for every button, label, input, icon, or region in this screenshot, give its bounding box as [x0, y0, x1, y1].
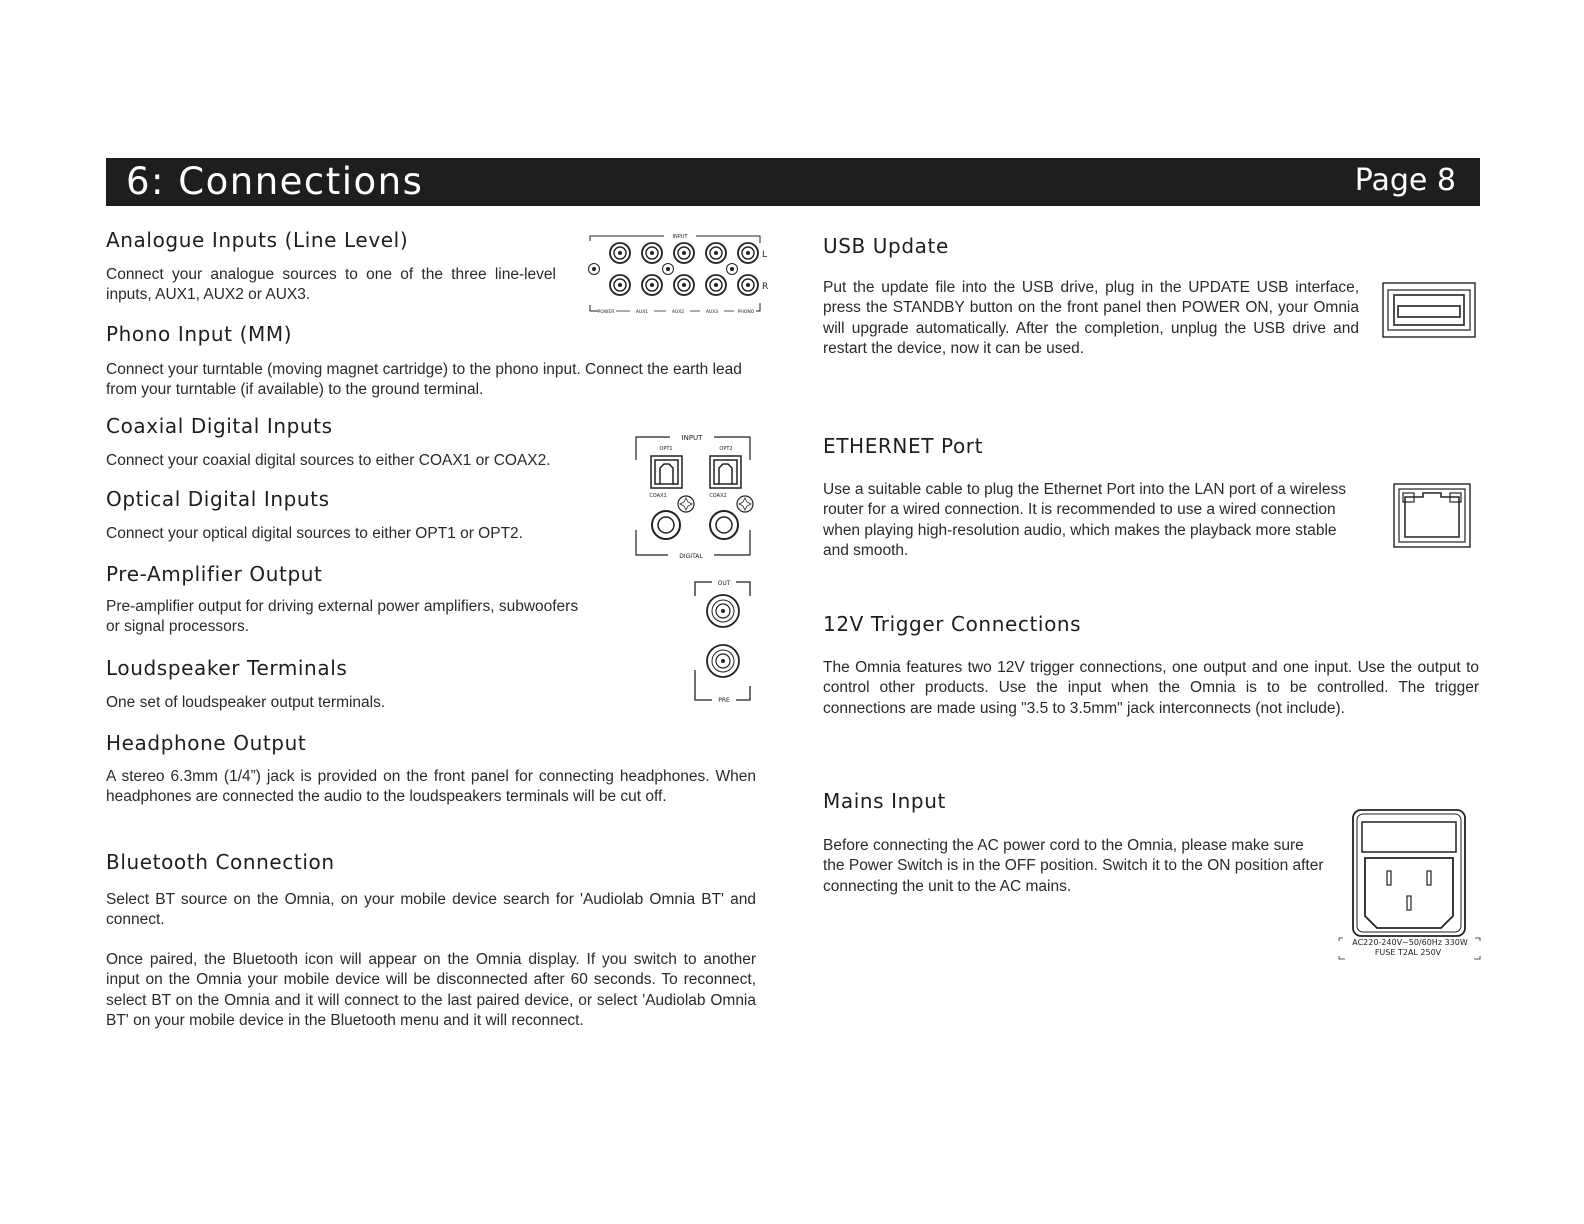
preamp-output-diagram: [692, 578, 756, 706]
mains-fuse-label: FUSE T2AL 250V: [1374, 948, 1442, 957]
opt2-label: OPT2: [719, 446, 733, 452]
bluetooth-text-2: Once paired, the Bluetooth icon will appear on the Omnia display. If you switch to another input on the Omnia your mobile device will be disconnected after 60 seconds. To reconnect, select BT on the Omnia and it will connect to the last paired device, or select 'Audiolab Omnia BT' on your mobile device in the Bluetooth menu and it will reconnect.: [106, 951, 756, 1029]
digital-input-label: INPUT: [681, 434, 703, 442]
mains-heading: Mains Input: [823, 789, 946, 813]
analogue-port-label: AUX2: [671, 310, 685, 315]
bluetooth-text-1: Select BT source on the Omnia, on your mobile device search for 'Audiolab Omnia BT' and connect.: [106, 891, 756, 929]
phono-text: Connect your turntable (moving magnet cartridge) to the phono input. Connect the earth lead from your turntable (if available) to the ground terminal.: [106, 361, 742, 399]
section-title: 6: Connections: [126, 160, 424, 203]
opt1-label: OPT1: [659, 446, 673, 452]
optical-text: Connect your optical digital sources to either OPT1 or OPT2.: [106, 525, 523, 542]
digital-label: DIGITAL: [679, 553, 703, 560]
analogue-port-label: POWER: [597, 310, 615, 315]
usb-port-diagram: [1382, 282, 1476, 338]
usb-heading: USB Update: [823, 234, 949, 258]
speaker-text: One set of loudspeaker output terminals.: [106, 694, 386, 711]
phono-heading: Phono Input (MM): [106, 322, 293, 346]
ethernet-heading: ETHERNET Port: [823, 434, 984, 458]
analogue-input-label: INPUT: [672, 234, 688, 240]
headphone-text: A stereo 6.3mm (1/4”) jack is provided on the front panel for connecting headphones. When headphones are connected the audio to the loudspeakers terminals will be cut off.: [106, 768, 756, 806]
speaker-heading: Loudspeaker Terminals: [106, 656, 348, 680]
analogue-left-label: L: [762, 250, 768, 260]
mains-inlet-diagram: [1335, 808, 1485, 968]
usb-text: Put the update file into the USB drive, plug in the UPDATE USB interface, press the STANDBY button on the front panel then POWER ON, your Omnia will upgrade automatically. After the completion, unplug the USB drive and restart the device, now it can be used.: [823, 279, 1359, 357]
coax1-label: COAX1: [649, 493, 667, 499]
mains-rating-label: AC220-240V~50/60Hz 330W: [1352, 938, 1468, 947]
bluetooth-heading: Bluetooth Connection: [106, 850, 335, 874]
page-number: Page 8: [1354, 163, 1456, 198]
trigger-text: The Omnia features two 12V trigger connections, one output and one input. Use the output to control other products. Use the input when the Omnia is to be controlled. The trigger connections are made using "3.5 to 3.5mm" jack interconnects (not include).: [823, 659, 1479, 717]
section-banner: [106, 158, 1480, 206]
ethernet-text: Use a suitable cable to plug the Ethernet Port into the LAN port of a wireless router for a wired connection. It is recommended to use a wired connection when playing high-resolution audio, which makes the playback more stable and smooth.: [823, 481, 1346, 559]
mains-text: Before connecting the AC power cord to the Omnia, please make sure the Power Switch is in the OFF position. Switch it to the ON position after connecting the unit to the AC mains.: [823, 837, 1324, 895]
coaxial-text: Connect your coaxial digital sources to either COAX1 or COAX2.: [106, 452, 551, 469]
optical-heading: Optical Digital Inputs: [106, 487, 330, 511]
coax2-label: COAX2: [709, 493, 727, 499]
analogue-right-label: R: [762, 282, 769, 292]
analogue-text: Connect your analogue sources to one of the three line-level inputs, AUX1, AUX2 or AUX3.: [106, 266, 556, 304]
preamp-heading: Pre-Amplifier Output: [106, 562, 323, 586]
headphone-heading: Headphone Output: [106, 731, 307, 755]
preamp-pre-label: PRE: [718, 697, 730, 704]
trigger-heading: 12V Trigger Connections: [823, 612, 1082, 636]
analogue-port-label: PHONO: [737, 310, 755, 315]
preamp-text: Pre-amplifier output for driving external power amplifiers, subwoofers or signal processors.: [106, 598, 579, 636]
coaxial-heading: Coaxial Digital Inputs: [106, 414, 333, 438]
analogue-heading: Analogue Inputs (Line Level): [106, 228, 409, 252]
ethernet-port-diagram: [1393, 483, 1471, 549]
digital-inputs-diagram: [634, 434, 780, 570]
analogue-port-label: AUX1: [635, 310, 649, 315]
analogue-inputs-diagram: [586, 231, 776, 323]
preamp-out-label: OUT: [717, 580, 731, 587]
analogue-port-label: AUX3: [705, 310, 719, 315]
